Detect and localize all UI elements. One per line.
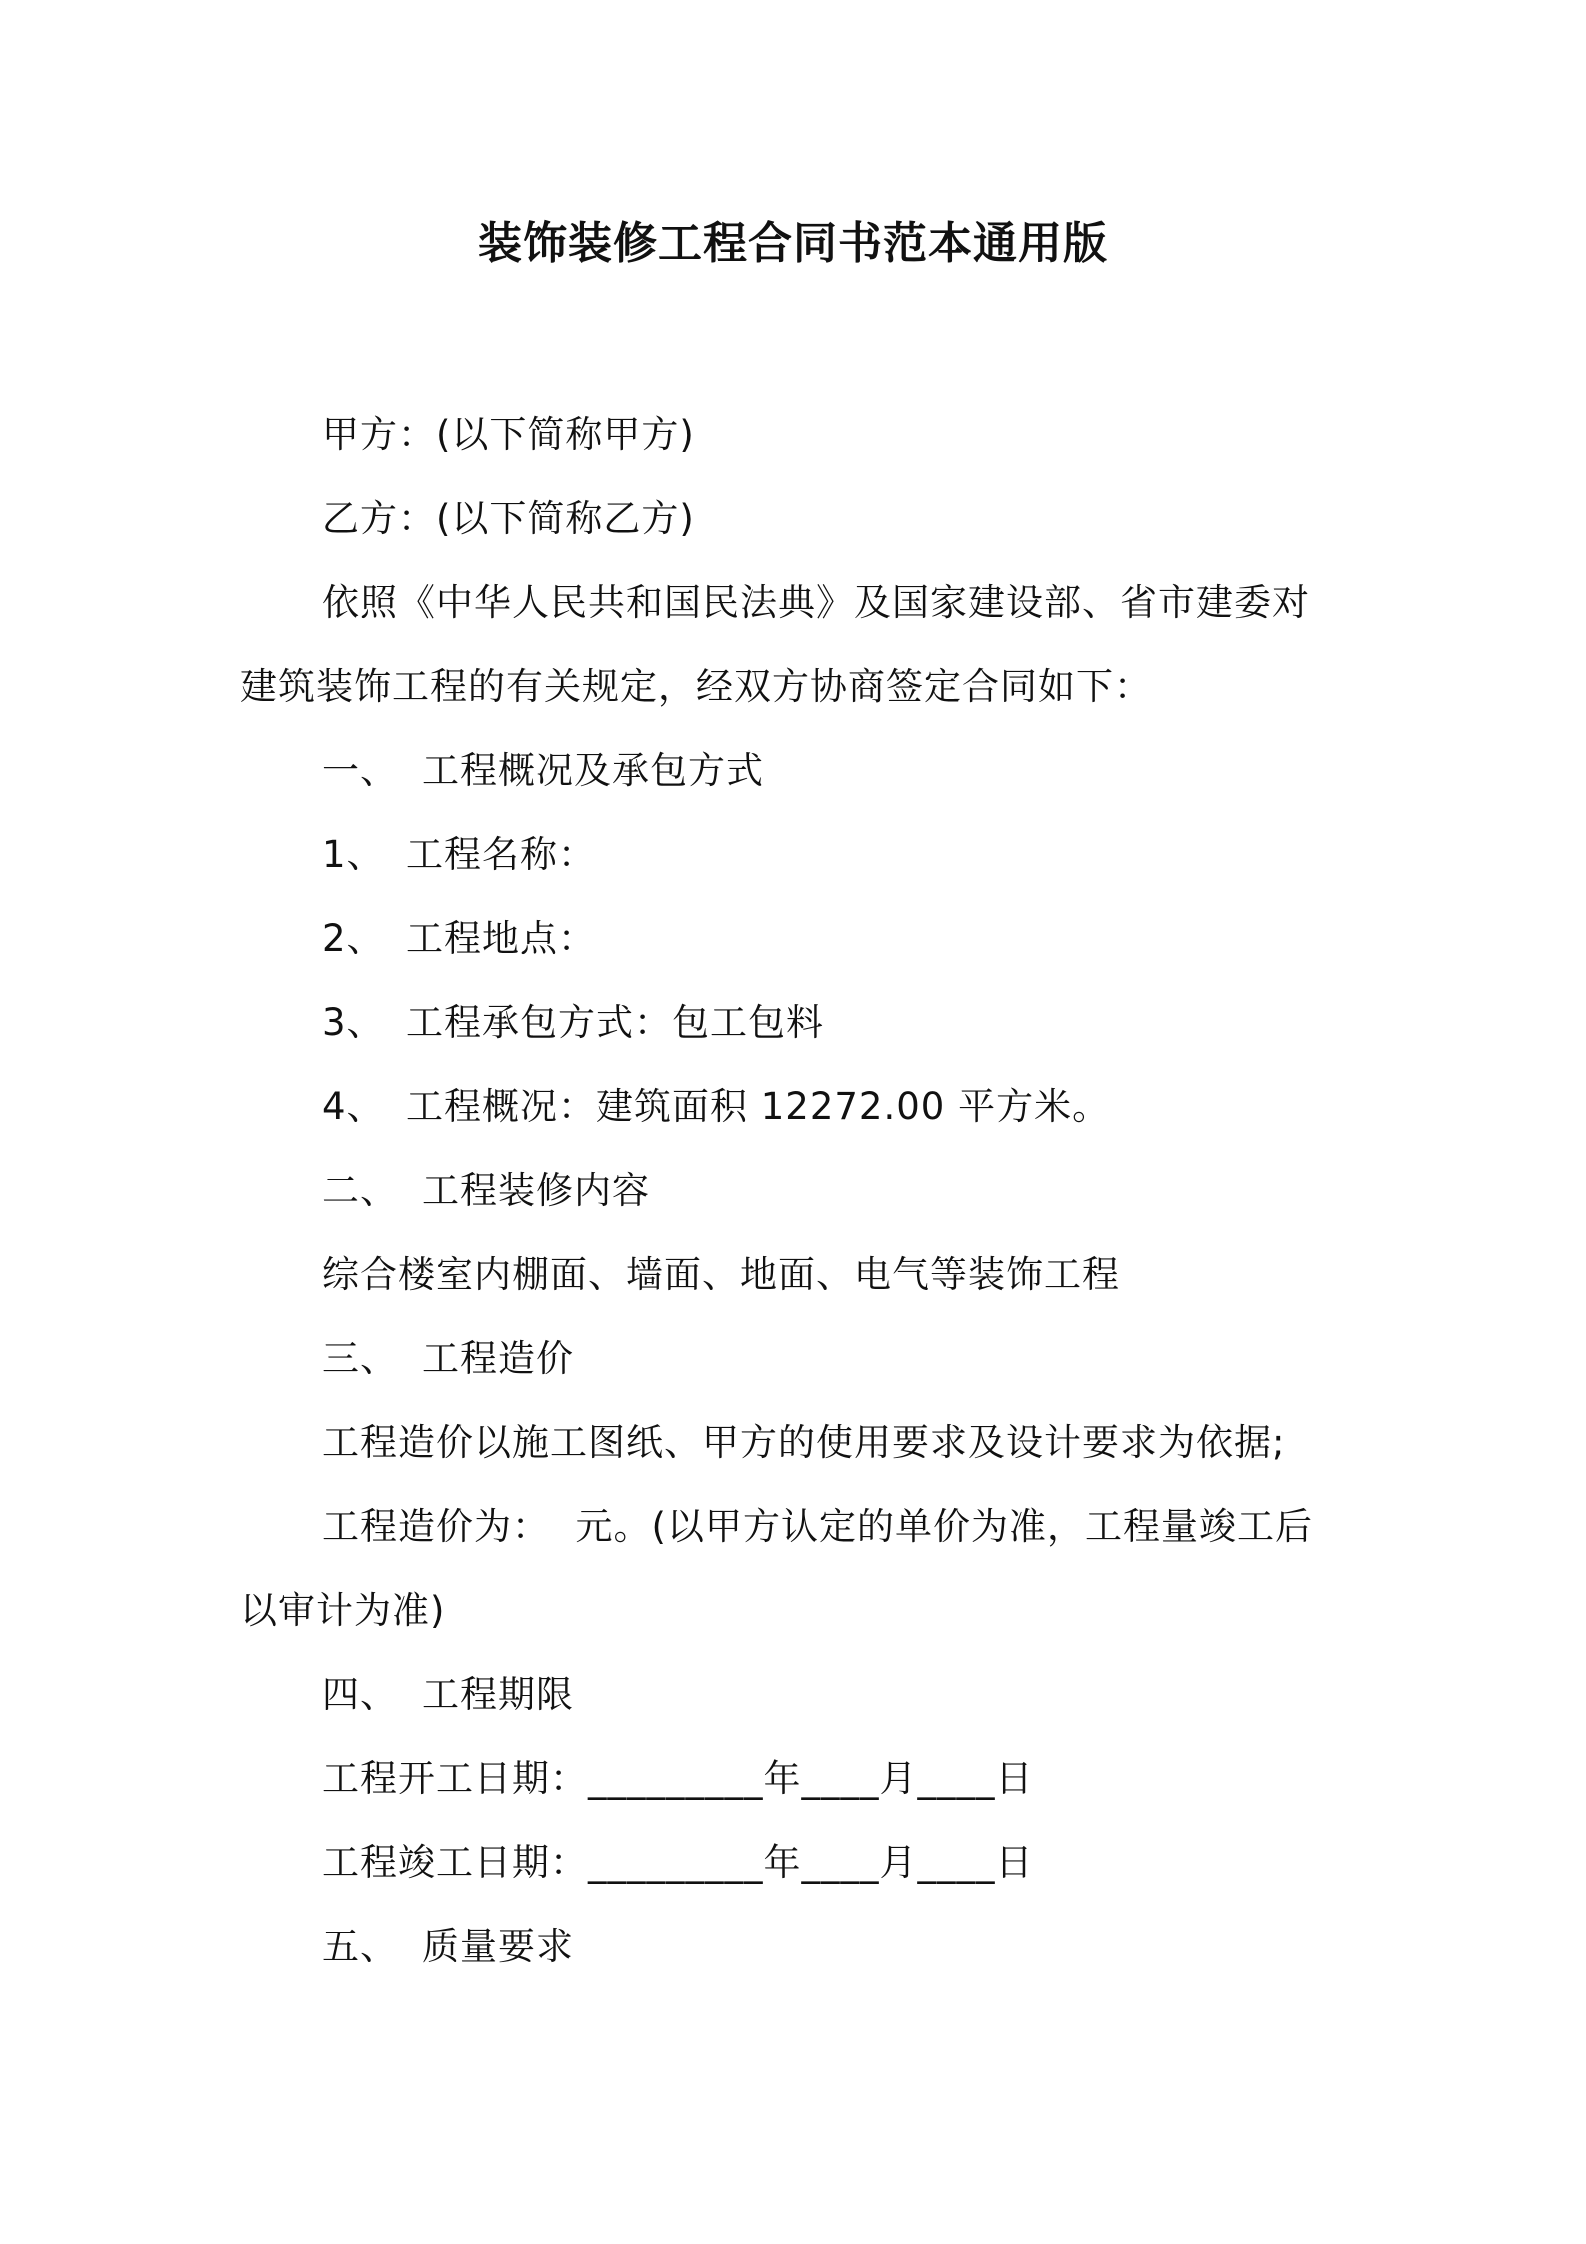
section-title: 质量要求 bbox=[422, 1925, 574, 1968]
price-basis: 工程造价以施工图纸、甲方的使用要求及设计要求为依据; bbox=[322, 1421, 1286, 1464]
section-number: 二、 bbox=[322, 1169, 398, 1212]
list-item-1 bbox=[322, 830, 596, 880]
item-number: 2、 bbox=[322, 917, 385, 960]
section-title: 工程造价 bbox=[422, 1337, 574, 1380]
item-text: 工程承包方式：包工包料 bbox=[406, 1001, 824, 1044]
section-heading-4 bbox=[322, 1670, 574, 1720]
section-heading-2 bbox=[322, 1166, 650, 1216]
section-title: 工程装修内容 bbox=[422, 1169, 650, 1212]
party-b-line: 乙方：(以下简称乙方) bbox=[322, 497, 695, 540]
item-number: 1、 bbox=[322, 833, 385, 876]
end-date-line: 工程竣工日期：_________年____月____日 bbox=[322, 1841, 1034, 1884]
section-heading-3 bbox=[322, 1334, 574, 1384]
party-a-line: 甲方：(以下简称甲方) bbox=[322, 413, 695, 456]
start-date-line: 工程开工日期：_________年____月____日 bbox=[322, 1757, 1034, 1800]
item-number: 4、 bbox=[322, 1085, 385, 1128]
item-number: 3、 bbox=[322, 1001, 385, 1044]
section-number: 五、 bbox=[322, 1925, 398, 1968]
price-line-2: 以审计为准) bbox=[240, 1589, 446, 1632]
item-text: 工程概况：建筑面积 12272.00 平方米。 bbox=[406, 1085, 1111, 1128]
list-item-2 bbox=[322, 914, 596, 964]
section-heading-5 bbox=[322, 1922, 574, 1972]
section-number: 一、 bbox=[322, 749, 398, 792]
section-title: 工程期限 bbox=[422, 1673, 574, 1716]
list-item-3 bbox=[322, 998, 824, 1048]
price-line-1: 工程造价为： 元。(以甲方认定的单价为准，工程量竣工后 bbox=[322, 1505, 1313, 1548]
item-text: 工程地点： bbox=[406, 917, 596, 960]
item-text: 工程名称： bbox=[406, 833, 596, 876]
intro-line-2: 建筑装饰工程的有关规定，经双方协商签定合同如下： bbox=[240, 665, 1152, 708]
section-title: 工程概况及承包方式 bbox=[422, 749, 764, 792]
section-number: 三、 bbox=[322, 1337, 398, 1380]
section-number: 四、 bbox=[322, 1673, 398, 1716]
section-heading-1 bbox=[322, 746, 764, 796]
document-title: 装饰装修工程合同书范本通用版 bbox=[478, 218, 1108, 269]
list-item-4 bbox=[322, 1082, 1110, 1132]
content-paragraph: 综合楼室内棚面、墙面、地面、电气等装饰工程 bbox=[322, 1253, 1120, 1296]
intro-line-1: 依照《中华人民共和国民法典》及国家建设部、省市建委对 bbox=[322, 581, 1310, 624]
